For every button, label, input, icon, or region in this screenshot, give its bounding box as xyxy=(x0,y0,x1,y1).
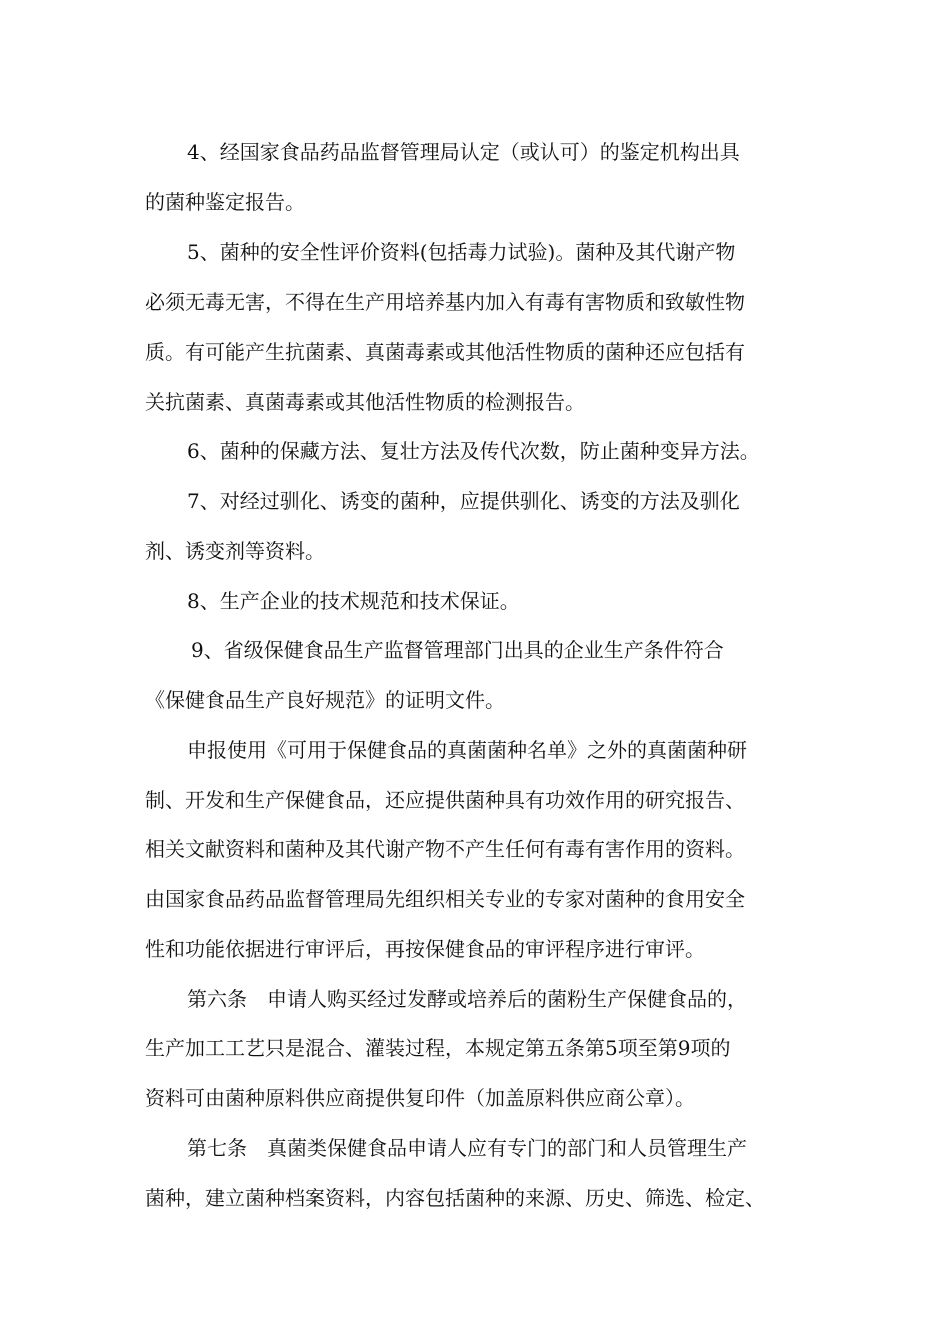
text-line: 相关文献资料和菌种及其代谢产物不产生任何有毒有害作用的资料。 xyxy=(145,837,745,861)
text-line: 生产加工工艺只是混合、灌装过程，本规定第五条第5项至第9项的 xyxy=(145,1036,731,1060)
text-line: 关抗菌素、真菌毒素或其他活性物质的检测报告。 xyxy=(145,390,585,414)
text-line: 资料可由菌种原料供应商提供复印件（加盖原料供应商公章）。 xyxy=(145,1086,695,1110)
text-line: 制、开发和生产保健食品，还应提供菌种具有功效作用的研究报告、 xyxy=(145,788,745,812)
text-line: 菌种，建立菌种档案资料，内容包括菌种的来源、历史、筛选、检定、 xyxy=(145,1186,765,1210)
text-line: 申报使用《可用于保健食品的真菌菌种名单》之外的真菌菌种研 xyxy=(187,738,747,762)
text-line: 4、经国家食品药品监督管理局认定（或认可）的鉴定机构出具 xyxy=(187,140,740,164)
text-line: 8、生产企业的技术规范和技术保证。 xyxy=(187,589,520,613)
text-line: 性和功能依据进行审评后，再按保健食品的审评程序进行审评。 xyxy=(145,937,705,961)
text-line: 7、对经过驯化、诱变的菌种，应提供驯化、诱变的方法及驯化 xyxy=(187,489,740,513)
text-line: 质。有可能产生抗菌素、真菌毒素或其他活性物质的菌种还应包括有 xyxy=(145,340,745,364)
text-line: 第七条 真菌类保健食品申请人应有专门的部门和人员管理生产 xyxy=(187,1136,747,1160)
text-line: 9、省级保健食品生产监督管理部门出具的企业生产条件符合 xyxy=(191,638,724,662)
text-line: 6、菌种的保藏方法、复壮方法及传代次数，防止菌种变异方法。 xyxy=(187,439,760,463)
text-line: 5、菌种的安全性评价资料(包括毒力试验)。菌种及其代谢产物 xyxy=(187,240,736,264)
text-line: 的菌种鉴定报告。 xyxy=(145,190,305,214)
text-line: 第六条 申请人购买经过发酵或培养后的菌粉生产保健食品的， xyxy=(187,987,747,1011)
text-line: 剂、诱变剂等资料。 xyxy=(145,539,325,563)
text-line: 由国家食品药品监督管理局先组织相关专业的专家对菌种的食用安全 xyxy=(145,887,745,911)
text-line: 必须无毒无害，不得在生产用培养基内加入有毒有害物质和致敏性物 xyxy=(145,290,745,314)
text-line: 《保健食品生产良好规范》的证明文件。 xyxy=(145,688,505,712)
